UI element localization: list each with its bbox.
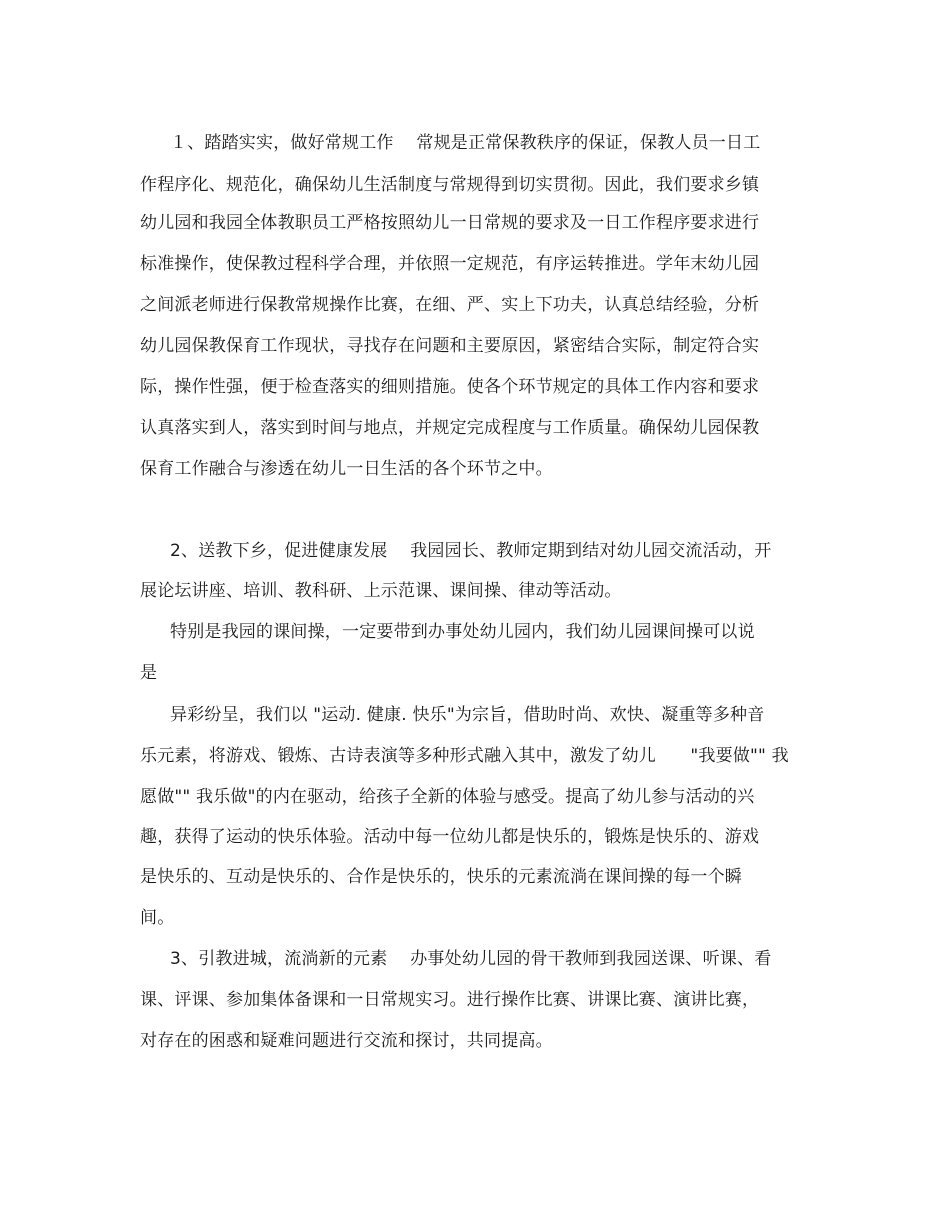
text-line: １、踏踏实实，做好常规工作 常规是正常保教秩序的保证，保教人员一日工	[170, 133, 761, 153]
text-line: 愿做"" 我乐做"的内在驱动，给孩子全新的体验与感受。提高了幼儿参与活动的兴	[140, 787, 755, 807]
text-line: 课、评课、参加集体备课和一日常规实习。进行操作比赛、讲课比赛、演讲比赛，	[140, 990, 760, 1010]
text-line: 是	[140, 663, 158, 683]
text-line: 幼儿园保教保育工作现状，寻找存在问题和主要原因，紧密结合实际，制定符合实	[140, 336, 760, 356]
text-line: 作程序化、规范化，确保幼儿生活制度与常规得到切实贯彻。因此，我们要求乡镇	[140, 175, 760, 195]
text-line: 认真落实到人，落实到时间与地点，并规定完成程度与工作质量。确保幼儿园保教	[140, 418, 760, 438]
text-line: 标准操作，使保教过程科学合理，并依照一定规范，有序运转推进。学年末幼儿园	[140, 254, 760, 274]
text-line: 之间派老师进行保教常规操作比赛，在细、严、实上下功夫，认真总结经验，分析	[140, 295, 760, 315]
text-line: 间。	[140, 908, 175, 928]
text-line: 特别是我园的课间操，一定要带到办事处幼儿园内，我们幼儿园课间操可以说	[170, 622, 755, 642]
text-line: 保育工作融合与渗透在幼儿一日生活的各个环节之中。	[140, 459, 553, 479]
text-line: 对存在的困惑和疑难问题进行交流和探讨，共同提高。	[140, 1031, 553, 1051]
text-line: 际，操作性强，便于检查落实的细则措施。使各个环节规定的具体工作内容和要求	[140, 377, 760, 397]
text-line: 是快乐的、互动是快乐的、合作是快乐的，快乐的元素流淌在课间操的每一个瞬	[140, 867, 742, 887]
text-line: 趣，获得了运动的快乐体验。活动中每一位幼儿都是快乐的，锻炼是快乐的、游戏	[140, 827, 760, 847]
text-line: 乐元素，将游戏、锻炼、古诗表演等多种形式融入其中，激发了幼儿 "我要做"" 我	[140, 746, 789, 766]
text-line: 3、引教进城，流淌新的元素 办事处幼儿园的骨干教师到我园送课、听课、看	[170, 949, 772, 969]
text-line: 2、送教下乡，促进健康发展 我园园长、教师定期到结对幼儿园交流活动，开	[170, 541, 772, 561]
text-line: 异彩纷呈，我们以 "运动. 健康. 快乐"为宗旨，借助时尚、欢快、凝重等多种音	[170, 705, 765, 725]
text-line: 幼儿园和我园全体教职员工严格按照幼儿一日常规的要求及一日工作程序要求进行	[140, 213, 760, 233]
text-line: 展论坛讲座、培训、教科研、上示范课、课间操、律动等活动。	[140, 581, 622, 601]
